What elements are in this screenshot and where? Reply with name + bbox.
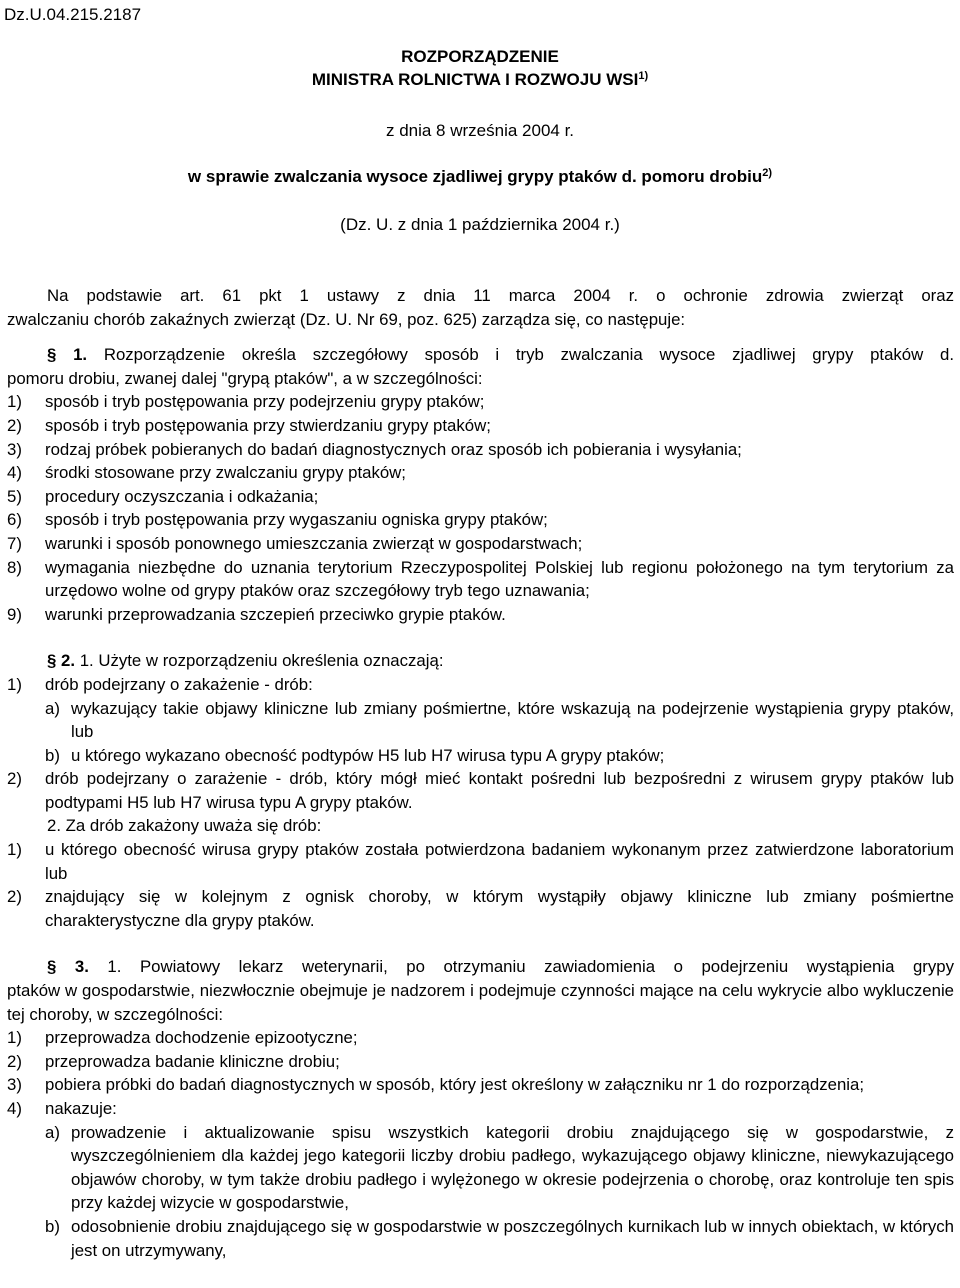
item-text: drób podejrzany o zakażenie - drób: — [45, 674, 313, 694]
item-number: 7) — [7, 533, 22, 553]
item-number: 1) — [7, 392, 22, 412]
item-number: 8) — [7, 557, 22, 577]
item-number: 1) — [7, 840, 22, 860]
sub-item-text: wykazujący takie objawy kliniczne lub zmiany pośmiertne, które wskazują na podejrzenie wystąpienia grypy ptaków, lub — [71, 698, 954, 742]
section-3-ust-1-number: 1. — [107, 957, 122, 977]
item-text: pobiera próbki do badań diagnostycznych w sposób, który jest określony w załączniku nr 1 do rozporządzenia; — [45, 1075, 865, 1095]
sub-item-text: prowadzenie i aktualizowanie spisu wszystkich kategorii drobiu znajdującego się w gospodarstwie, z wyszczególnieniem dla każdej jego kategorii liczby drobiu padłego, wykazującego objawy kliniczne, niewykazującego objawów choroby, w tym także drobiu padłego i wylężonego w okresie podejrzenia o chorobę, oraz kontroluje ten spis przy każdej wizycie w gospodarstwie, — [71, 1122, 954, 1213]
list-item — [7, 390, 954, 414]
item-text: przeprowadza dochodzenie epizootyczne; — [45, 1028, 358, 1048]
document-title — [0, 45, 960, 91]
list-item — [7, 414, 954, 438]
list-item — [7, 673, 954, 697]
footnote-ref-1: 1) — [638, 70, 649, 82]
item-number: 4) — [7, 463, 22, 483]
item-text: procedury oczyszczania i odkażania; — [45, 486, 319, 506]
section-1-intro — [7, 343, 954, 367]
item-text: nakazuje: — [45, 1099, 117, 1118]
list-item — [7, 1097, 954, 1121]
section-3-number: 3. — [74, 957, 89, 977]
sub-item-letter: a) — [45, 698, 60, 718]
list-item — [7, 767, 954, 814]
section-1-text-line-2: pomoru drobiu, zwanej dalej "grypą ptaków", a w szczególności: — [7, 368, 483, 388]
item-number: 5) — [7, 486, 22, 506]
document-subject — [0, 166, 960, 188]
item-number: 1) — [7, 1028, 22, 1048]
list-item — [7, 838, 954, 885]
item-number: 3) — [7, 1075, 22, 1095]
title-line-2 — [0, 68, 960, 91]
section-2-ust-2-number: 2. — [47, 816, 61, 836]
list-item — [7, 532, 954, 556]
item-text: rodzaj próbek pobieranych do badań diagnostycznych oraz sposób ich pobierania i wysyłania; — [45, 439, 742, 459]
sub-item — [7, 697, 954, 744]
item-text: u którego obecność wirusa grypy ptaków została potwierdzona badaniem wykonanym przez zatwierdzone laboratorium lub — [45, 840, 954, 883]
item-text: znajdujący się w kolejnym z ognisk choroby, w którym wystąpiły objawy kliniczne lub zmiany pośmiertne charakterystyczne dla grypy ptaków. — [45, 887, 954, 930]
item-number: 4) — [7, 1099, 22, 1118]
item-number: 6) — [7, 510, 22, 530]
section-3-text-line-1: Powiatowy lekarz weterynarii, po otrzymaniu zawiadomienia o podejrzeniu wystąpienia grypy — [139, 957, 954, 977]
document-id: Dz.U.04.215.2187 — [4, 5, 142, 24]
section-2-number: 2. — [61, 651, 76, 671]
list-item — [7, 438, 954, 462]
item-text: sposób i tryb postępowania przy wygaszaniu ogniska grypy ptaków; — [45, 510, 548, 530]
sub-item — [7, 744, 954, 768]
item-number: 2) — [7, 1051, 22, 1071]
section-1-text-line-1: Rozporządzenie określa szczegółowy sposób i tryb zwalczania wysoce zjadliwej grypy ptaków d. — [103, 345, 954, 365]
item-number: 3) — [7, 439, 22, 459]
list-item — [7, 508, 954, 532]
item-number: 2) — [7, 887, 22, 907]
document-body — [7, 284, 954, 1262]
preamble-line-1: Na podstawie art. 61 pkt 1 ustawy z dnia 11 marca 2004 r. o ochronie zdrowia zwierząt oraz — [47, 286, 954, 305]
section-2-ust-2 — [7, 814, 954, 838]
item-text: warunki i sposób ponownego umieszczania zwierząt w gospodarstwach; — [45, 533, 583, 553]
item-number: 9) — [7, 604, 22, 624]
item-number: 2) — [7, 415, 22, 435]
item-text: drób podejrzany o zarażenie - drób, który mógł mieć kontakt pośredni lub bezpośredni z wirusem grypy ptaków lub podtypami H5 lub H7 wirusa typu A grypy ptaków. — [45, 769, 954, 812]
section-2-ust-2-text: Za drób zakażony uważa się drób: — [65, 816, 322, 836]
footnote-ref-2: 2) — [762, 167, 773, 179]
section-2-ust-1-number: 1. — [79, 651, 94, 671]
title-line-1: ROZPORZĄDZENIE — [401, 47, 559, 66]
item-text: wymagania niezbędne do uznania terytorium Rzeczypospolitej Polskiej lub regionu położonego na tym terytorium za urzędowo wolne od grypy ptaków oraz szczegółowy tryb tego uznawania; — [45, 557, 954, 601]
list-item — [7, 485, 954, 509]
sub-item-text: u którego wykazano obecność podtypów H5 lub H7 wirusa typu A grypy ptaków; — [71, 745, 665, 765]
sub-item-letter: a) — [45, 1122, 60, 1142]
section-sign: § — [47, 345, 57, 365]
sub-item-letter: b) — [45, 745, 60, 765]
title-ministry: MINISTRA ROLNICTWA I ROZWOJU WSI — [311, 70, 639, 89]
document-date: z dnia 8 września 2004 r. — [385, 121, 575, 140]
section-sign: § — [47, 651, 57, 671]
list-item — [7, 885, 954, 932]
sub-item — [7, 1215, 954, 1262]
item-number: 2) — [7, 769, 22, 789]
sub-item-text: odosobnienie drobiu znajdującego się w gospodarstwie w poszczególnych kurnikach lub w innych obiektach, w których jest on utrzymywany, — [71, 1216, 954, 1260]
section-3-text-rest: ptaków w gospodarstwie, niezwłocznie obejmuje je nadzorem i podejmuje czynności mające na celu wykrycie albo wykluczenie tej choroby, w szczególności: — [7, 981, 954, 1024]
list-item — [7, 1050, 954, 1074]
list-item — [7, 1026, 954, 1050]
journal-reference: (Dz. U. z dnia 1 października 2004 r.) — [340, 215, 620, 234]
sub-item — [7, 1121, 954, 1215]
item-text: sposób i tryb postępowania przy stwierdzaniu grypy ptaków; — [45, 415, 491, 435]
list-item — [7, 603, 954, 627]
section-2-ust-1-text: Użyte w rozporządzeniu określenia oznaczają: — [98, 651, 444, 671]
list-item — [7, 1073, 954, 1097]
item-number: 1) — [7, 674, 22, 694]
item-text: warunki przeprowadzania szczepień przeciwko grypie ptaków. — [45, 604, 506, 624]
item-text: sposób i tryb postępowania przy podejrzeniu grypy ptaków; — [45, 392, 485, 412]
section-1-number: 1. — [73, 345, 88, 365]
section-3-intro — [7, 955, 954, 979]
subject-text: w sprawie zwalczania wysoce zjadliwej grypy ptaków d. pomoru drobiu — [187, 167, 763, 186]
section-2-intro — [7, 649, 954, 673]
item-text: środki stosowane przy zwalczaniu grypy ptaków; — [45, 463, 406, 483]
list-item — [7, 556, 954, 603]
list-item — [7, 461, 954, 485]
section-1-list — [7, 390, 954, 626]
item-text: przeprowadza badanie kliniczne drobiu; — [45, 1051, 340, 1071]
preamble-line-2: zwalczaniu chorób zakaźnych zwierząt (Dz. U. Nr 69, poz. 625) zarządza się, co następuje: — [7, 309, 686, 329]
sub-item-letter: b) — [45, 1216, 60, 1236]
section-sign: § — [47, 957, 57, 977]
